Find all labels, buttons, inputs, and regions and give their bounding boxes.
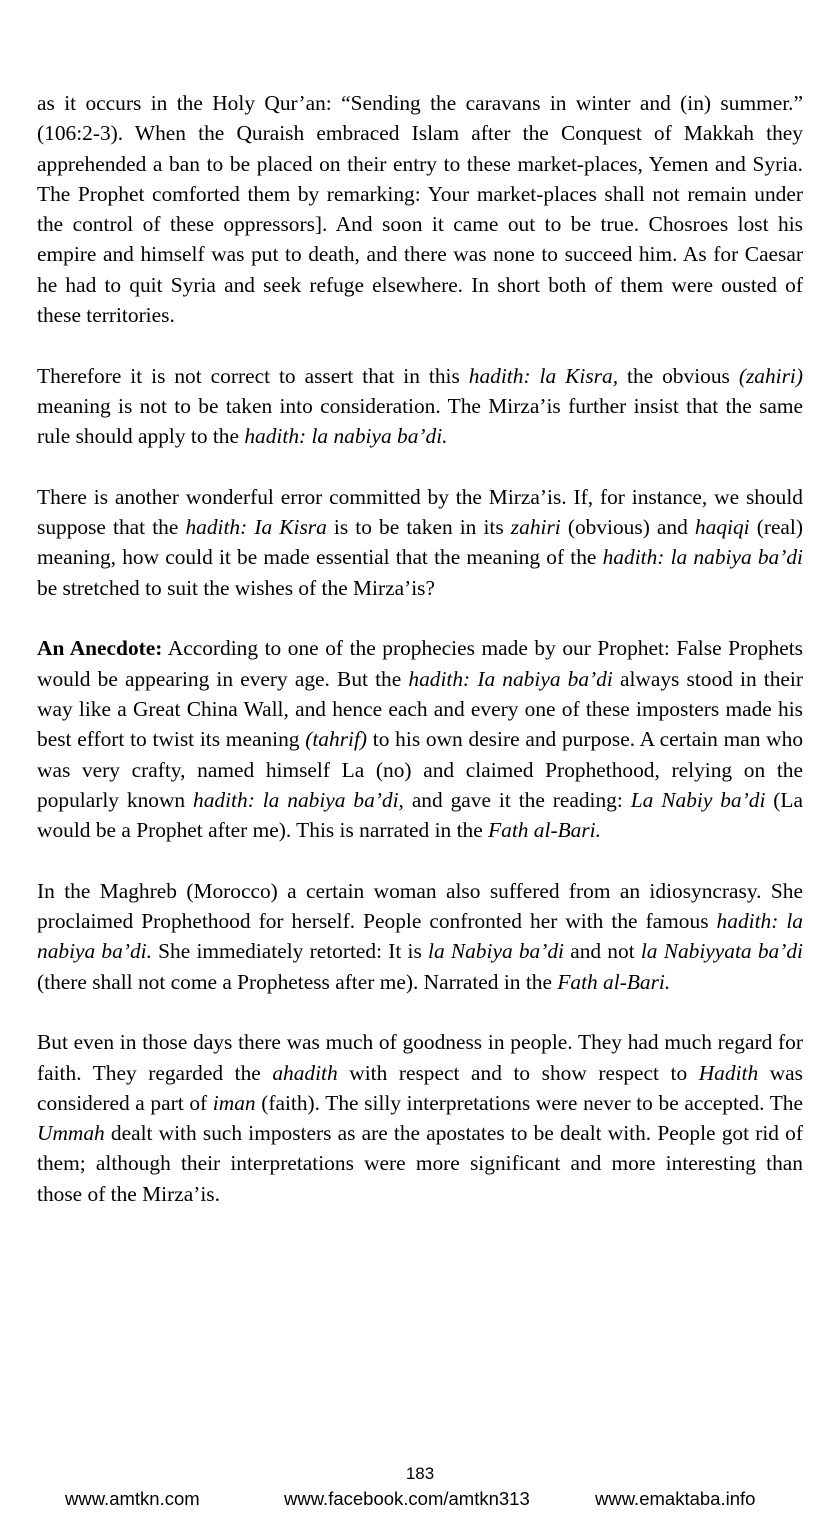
italic-term: hadith: Ia nabiya ba’di	[408, 666, 613, 691]
text-run: (faith). The silly interpretations were never to be accepted. The	[255, 1090, 803, 1115]
italic-term: Fath al-Bari.	[488, 818, 601, 843]
text-run: is to be taken in its	[326, 515, 511, 540]
bold-text: An Anecdote:	[37, 636, 163, 661]
paragraph	[37, 482, 803, 603]
italic-term: hadith: Ia Kisra	[185, 515, 327, 540]
italic-term: Hadith	[698, 1060, 759, 1085]
text-run: (La would be a Prophet after me). This is narrated in the	[37, 787, 803, 843]
text-run: Therefore it is not correct to assert that in this	[37, 363, 469, 388]
italic-term: la Nabiya ba’di	[428, 939, 564, 964]
italic-term: (zahiri)	[738, 363, 804, 388]
text-run: meaning is not to be taken into consideration. The Mirza’is further insist that the same rule should apply to the	[37, 393, 803, 449]
text-run: But even in those days there was much of goodness in people. They had much regard for faith. They regarded the	[37, 1030, 803, 1085]
paragraph	[37, 1027, 803, 1209]
text-run: as it occurs in the Holy Qur’an: “Sending the caravans in winter and (in) summer.” (106:2-3). When the Quraish embraced Islam after the Conquest of Makkah they apprehended a ban to be placed on their entry to these market-places, Yemen and Syria. The Prophet comforted them by remarking: Your market-places shall not remain under the control of these oppressors]. And soon it came out to be true. Chosroes lost his empire and himself was put to death, and there was none to succeed him. As for Caesar he had to quit Syria and seek refuge elsewhere. In short both of them were ousted of these territories.	[37, 91, 803, 328]
text-run: (obvious) and	[560, 515, 695, 540]
italic-term: haqiqi	[694, 515, 750, 540]
text-run: There is another wonderful error committed by the Mirza’is. If, for instance, we should suppose that the	[37, 484, 803, 540]
footer-link-emaktaba[interactable]: www.emaktaba.info	[595, 1488, 756, 1509]
italic-term: zahiri	[510, 515, 561, 540]
italic-term: hadith: la nabiya ba’di.	[37, 909, 803, 964]
text-run: always stood in their way like a Great China Wall, and hence each and every one of these imposters made his best effort to twist its meaning	[37, 666, 803, 752]
italic-term: ahadith	[272, 1060, 338, 1085]
text-run: In the Maghreb (Morocco) a certain woman also suffered from an idiosyncrasy. She proclaimed Prophethood for herself. People confronted her with the famous	[37, 878, 803, 934]
text-run: to his own desire and purpose. A certain man who was very crafty, named himself La (no) and claimed Prophethood, relying on the popularly known	[37, 727, 804, 812]
text-run: dealt with such imposters as are the apostates to be dealt with. People got rid of them; although their interpretations were more significant and more interesting than those of the Mirza’is.	[37, 1121, 803, 1206]
paragraph	[37, 361, 803, 452]
page-number: 183	[405, 1464, 435, 1483]
text-run: and not	[564, 939, 641, 964]
text-run: be stretched to suit the wishes of the Mirza’is?	[37, 575, 435, 600]
text-run: (real) meaning, how could it be made essential that the meaning of the	[37, 515, 803, 570]
text-run: According to one of the prophecies made by our Prophet: False Prophets would be appearing in every age. But the	[37, 636, 803, 691]
italic-term: (tahrif)	[305, 727, 368, 752]
text-run: She immediately retorted: It is	[151, 939, 428, 964]
text-run: and gave it the reading:	[403, 787, 631, 812]
paragraph	[37, 876, 803, 997]
footer-link-amtkn[interactable]: www.amtkn.com	[65, 1488, 200, 1509]
italic-term: la Nabiyyata ba’di	[640, 939, 803, 964]
text-run: (there shall not come a Prophetess after me). Narrated in the	[37, 969, 558, 994]
italic-term: Fath al-Bari.	[557, 969, 671, 994]
footer-link-facebook[interactable]: www.facebook.com/amtkn313	[284, 1488, 530, 1509]
paragraph	[37, 633, 803, 845]
italic-term: hadith: la nabiya ba’di.	[244, 424, 448, 449]
page-body	[37, 88, 803, 1239]
italic-term: hadith: la nabiya ba’di	[602, 545, 804, 570]
text-run: was considered a part of	[37, 1060, 803, 1115]
italic-term: Ummah	[37, 1121, 105, 1146]
italic-term: iman	[212, 1090, 256, 1115]
italic-term: hadith: la Kisra,	[468, 363, 619, 388]
text-run: the obvious	[618, 363, 739, 388]
paragraph	[37, 88, 803, 330]
text-run: with respect and to show respect to	[337, 1060, 699, 1085]
italic-term: La Nabiy ba’di	[630, 787, 766, 812]
italic-term: hadith: la nabiya ba’di,	[193, 787, 404, 812]
